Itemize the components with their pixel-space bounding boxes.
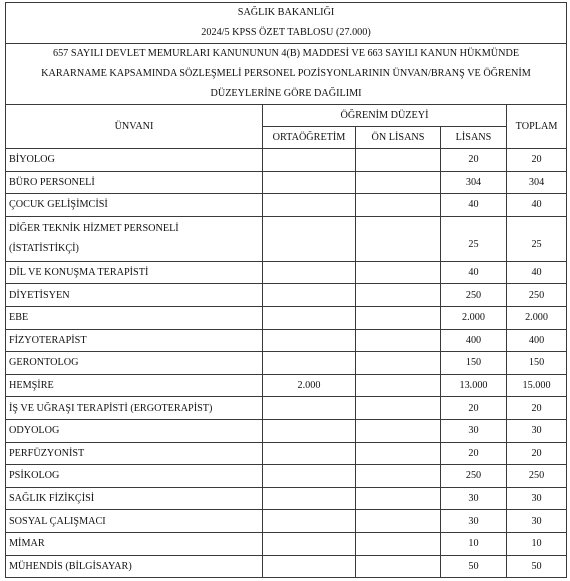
table-row	[6, 442, 567, 465]
cell-ortaogretim	[263, 397, 356, 420]
cell-onlisans	[356, 329, 441, 352]
cell-lisans: 40	[441, 194, 507, 217]
cell-onlisans	[356, 284, 441, 307]
cell-toplam: 250	[507, 284, 567, 307]
cell-lisans: 40	[441, 261, 507, 284]
cell-toplam: 30	[507, 419, 567, 442]
cell-toplam: 50	[507, 555, 567, 578]
table-row	[6, 352, 567, 375]
cell-toplam: 400	[507, 329, 567, 352]
table-row	[6, 397, 567, 420]
cell-toplam: 40	[507, 194, 567, 217]
cell-lisans: 25	[441, 216, 507, 261]
cell-onlisans	[356, 419, 441, 442]
cell-lisans: 250	[441, 284, 507, 307]
cell-ortaogretim	[263, 465, 356, 488]
cell-toplam: 20	[507, 397, 567, 420]
row-title-cell: BİYOLOG	[6, 149, 263, 172]
cell-lisans: 250	[441, 465, 507, 488]
cell-toplam: 20	[507, 149, 567, 172]
cell-lisans: 400	[441, 329, 507, 352]
cell-onlisans	[356, 261, 441, 284]
kpss-summary-table	[5, 2, 567, 578]
cell-onlisans	[356, 149, 441, 172]
cell-toplam: 15.000	[507, 374, 567, 397]
table-subtitle: 2024/5 KPSS ÖZET TABLOSU (27.000)	[201, 27, 371, 38]
cell-toplam: 25	[507, 216, 567, 261]
cell-lisans: 20	[441, 442, 507, 465]
table-row	[6, 171, 567, 194]
cell-onlisans	[356, 532, 441, 555]
row-title-cell: PERFÜZYONİST	[6, 442, 263, 465]
cell-onlisans	[356, 306, 441, 329]
table-body	[6, 149, 567, 578]
cell-lisans: 150	[441, 352, 507, 375]
row-title-cell: EBE	[6, 306, 263, 329]
row-title-cell: PSİKOLOG	[6, 465, 263, 488]
cell-onlisans	[356, 465, 441, 488]
row-title-cell: MÜHENDİS (BİLGİSAYAR)	[6, 555, 263, 578]
table-row	[6, 261, 567, 284]
cell-lisans: 30	[441, 419, 507, 442]
cell-lisans: 50	[441, 555, 507, 578]
cell-ortaogretim	[263, 261, 356, 284]
cell-lisans: 20	[441, 397, 507, 420]
row-title-cell: BÜRO PERSONELİ	[6, 171, 263, 194]
cell-toplam: 20	[507, 442, 567, 465]
cell-onlisans	[356, 555, 441, 578]
row-title-cell: SAĞLIK FİZİKÇİSİ	[6, 487, 263, 510]
table-row	[6, 487, 567, 510]
cell-onlisans	[356, 487, 441, 510]
cell-onlisans	[356, 194, 441, 217]
table-row	[6, 532, 567, 555]
table-row	[6, 216, 567, 261]
cell-onlisans	[356, 171, 441, 194]
row-title-cell	[6, 216, 263, 261]
row-title-cell: DİYETİSYEN	[6, 284, 263, 307]
cell-ortaogretim	[263, 306, 356, 329]
column-header-ortaogretim: ORTAÖĞRETİM	[263, 127, 356, 149]
cell-ortaogretim	[263, 532, 356, 555]
row-title-cell: SOSYAL ÇALIŞMACI	[6, 510, 263, 533]
row-title-cell: GERONTOLOG	[6, 352, 263, 375]
table-row	[6, 149, 567, 172]
column-header-education-group: ÖĞRENİM DÜZEYİ	[263, 105, 507, 127]
row-title-cell: DİL VE KONUŞMA TERAPİSTİ	[6, 261, 263, 284]
cell-toplam: 250	[507, 465, 567, 488]
document-header	[6, 3, 567, 44]
cell-onlisans	[356, 510, 441, 533]
description-line: DÜZEYLERİNE GÖRE DAĞILIMI	[210, 88, 362, 99]
cell-lisans: 30	[441, 510, 507, 533]
cell-lisans: 2.000	[441, 306, 507, 329]
cell-lisans: 10	[441, 532, 507, 555]
cell-ortaogretim	[263, 487, 356, 510]
cell-ortaogretim: 2.000	[263, 374, 356, 397]
cell-toplam: 30	[507, 487, 567, 510]
column-header-onlisans: ÖN LİSANS	[356, 127, 441, 149]
cell-ortaogretim	[263, 419, 356, 442]
table-row	[6, 284, 567, 307]
description-line: KARARNAME KAPSAMINDA SÖZLEŞMELİ PERSONEL POZİSYONLARININ ÜNVAN/BRANŞ VE ÖĞRENİM	[41, 68, 531, 79]
row-title-cell: ODYOLOG	[6, 419, 263, 442]
row-title-cell: İŞ VE UĞRAŞI TERAPİSTİ (ERGOTERAPİST)	[6, 397, 263, 420]
cell-ortaogretim	[263, 329, 356, 352]
table-row	[6, 555, 567, 578]
table-row	[6, 374, 567, 397]
table-row	[6, 510, 567, 533]
row-title-line: DİĞER TEKNİK HİZMET PERSONELİ	[9, 222, 179, 234]
table-description	[6, 44, 567, 105]
column-header-lisans: LİSANS	[441, 127, 507, 149]
cell-lisans: 13.000	[441, 374, 507, 397]
cell-toplam: 30	[507, 510, 567, 533]
cell-ortaogretim	[263, 352, 356, 375]
cell-toplam: 10	[507, 532, 567, 555]
row-title-cell: HEMŞİRE	[6, 374, 263, 397]
cell-onlisans	[356, 442, 441, 465]
cell-lisans: 20	[441, 149, 507, 172]
row-title-cell: ÇOCUK GELİŞİMCİSİ	[6, 194, 263, 217]
table-row	[6, 419, 567, 442]
cell-toplam: 2.000	[507, 306, 567, 329]
cell-onlisans	[356, 216, 441, 261]
cell-lisans: 30	[441, 487, 507, 510]
column-header-title: ÜNVANI	[6, 105, 263, 149]
cell-toplam: 40	[507, 261, 567, 284]
cell-lisans: 304	[441, 171, 507, 194]
table-row	[6, 465, 567, 488]
cell-ortaogretim	[263, 442, 356, 465]
cell-ortaogretim	[263, 171, 356, 194]
cell-ortaogretim	[263, 216, 356, 261]
cell-ortaogretim	[263, 510, 356, 533]
column-header-total: TOPLAM	[507, 105, 567, 149]
description-line: 657 SAYILI DEVLET MEMURLARI KANUNUNUN 4(B) MADDESİ VE 663 SAYILI KANUN HÜKMÜNDE	[52, 48, 520, 59]
cell-ortaogretim	[263, 194, 356, 217]
ministry-name: SAĞLIK BAKANLIĞI	[237, 7, 335, 18]
table-row	[6, 306, 567, 329]
cell-ortaogretim	[263, 149, 356, 172]
row-title-cell: MİMAR	[6, 532, 263, 555]
cell-toplam: 150	[507, 352, 567, 375]
cell-toplam: 304	[507, 171, 567, 194]
cell-onlisans	[356, 397, 441, 420]
table-row	[6, 329, 567, 352]
cell-onlisans	[356, 352, 441, 375]
table-row	[6, 194, 567, 217]
cell-ortaogretim	[263, 555, 356, 578]
row-title-line: (İSTATİSTİKÇİ)	[9, 242, 79, 254]
row-title-cell: FİZYOTERAPİST	[6, 329, 263, 352]
cell-onlisans	[356, 374, 441, 397]
cell-ortaogretim	[263, 284, 356, 307]
